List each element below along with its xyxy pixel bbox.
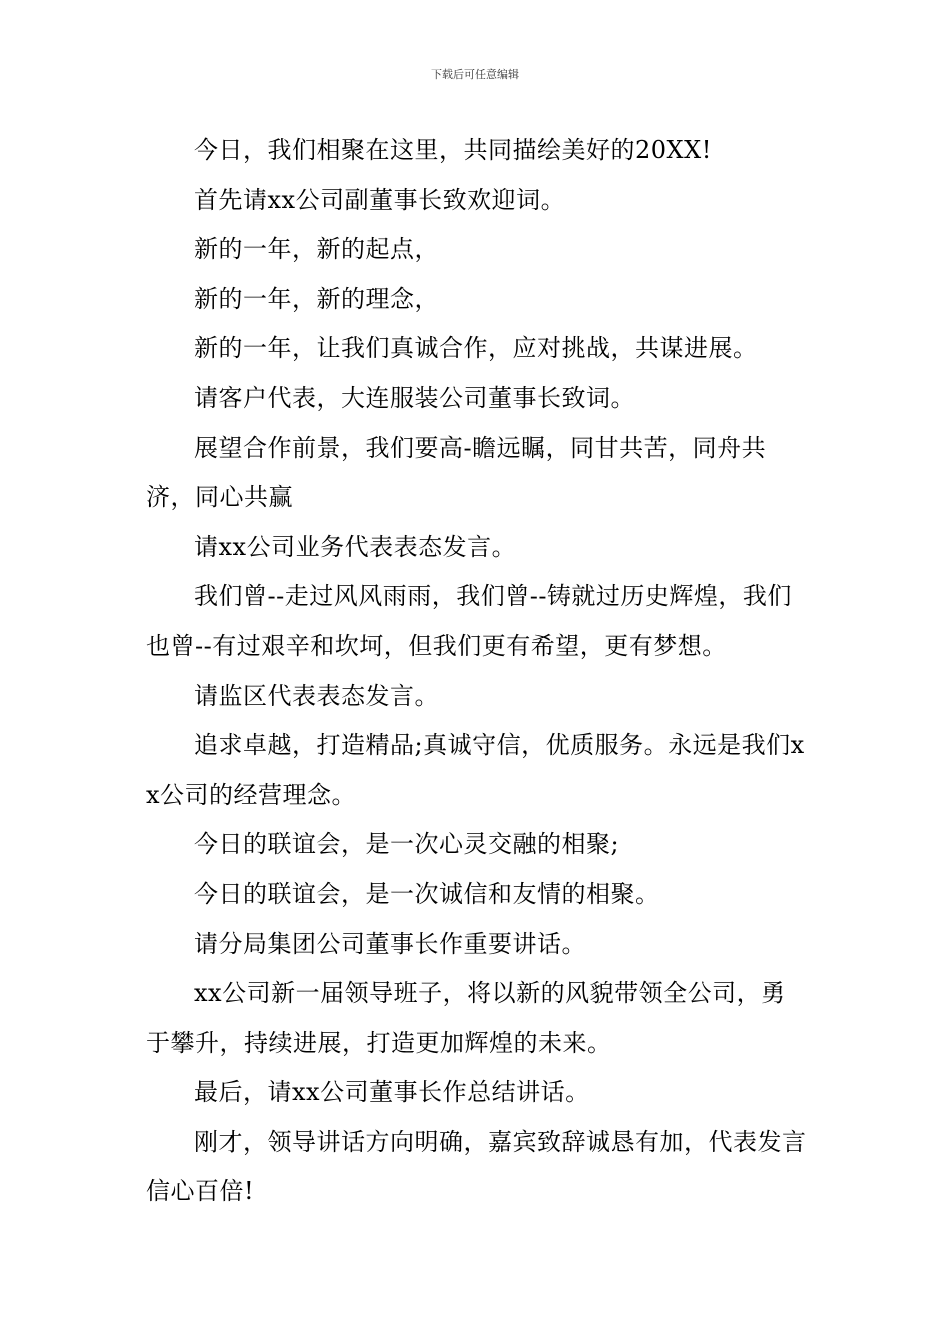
paragraph: xx公司新一届领导班子，将以新的风貌带领全公司，勇于攀升，持续进展，打造更加辉煌的未来。 [146,979,786,1057]
paragraph: 新的一年，让我们真诚合作，应对挑战，共谋进展。 [194,334,758,363]
paragraph: 今日的联谊会，是一次诚信和友情的相聚。 [194,879,660,908]
paragraph: 请监区代表表态发言。 [194,681,439,710]
document-body [146,126,810,1217]
paragraph: 新的一年，新的起点， [194,235,439,264]
paragraph: 首先请xx公司副董事长致欢迎词。 [194,185,566,214]
paragraph: 刚才，领导讲话方向明确，嘉宾致辞诚恳有加，代表发言信心百倍! [146,1127,807,1206]
paragraph: 今日，我们相聚在这里，共同描绘美好的20XX! [194,136,712,164]
paragraph: 展望合作前景，我们要高-瞻远瞩，同甘共苦，同舟共济，同心共赢 [146,433,767,512]
header-note: 下载后可任意编辑 [431,68,519,81]
paragraph: 新的一年，新的理念， [194,284,439,313]
paragraph: 追求卓越，打造精品;真诚守信，优质服务。永远是我们xx公司的经营理念。 [146,731,805,809]
paragraph: 最后，请xx公司董事长作总结讲话。 [194,1078,590,1107]
paragraph: 请xx公司业务代表表态发言。 [194,532,517,561]
paragraph: 请客户代表，大连服装公司董事长致词。 [194,383,635,412]
paragraph: 今日的联谊会，是一次心灵交融的相聚; [194,830,620,859]
paragraph: 我们曾--走过风风雨雨，我们曾--铸就过历史辉煌，我们也曾--有过艰辛和坎坷，但我们更有希望，更有梦想。 [146,582,792,660]
paragraph: 请分局集团公司董事长作重要讲话。 [194,929,586,958]
